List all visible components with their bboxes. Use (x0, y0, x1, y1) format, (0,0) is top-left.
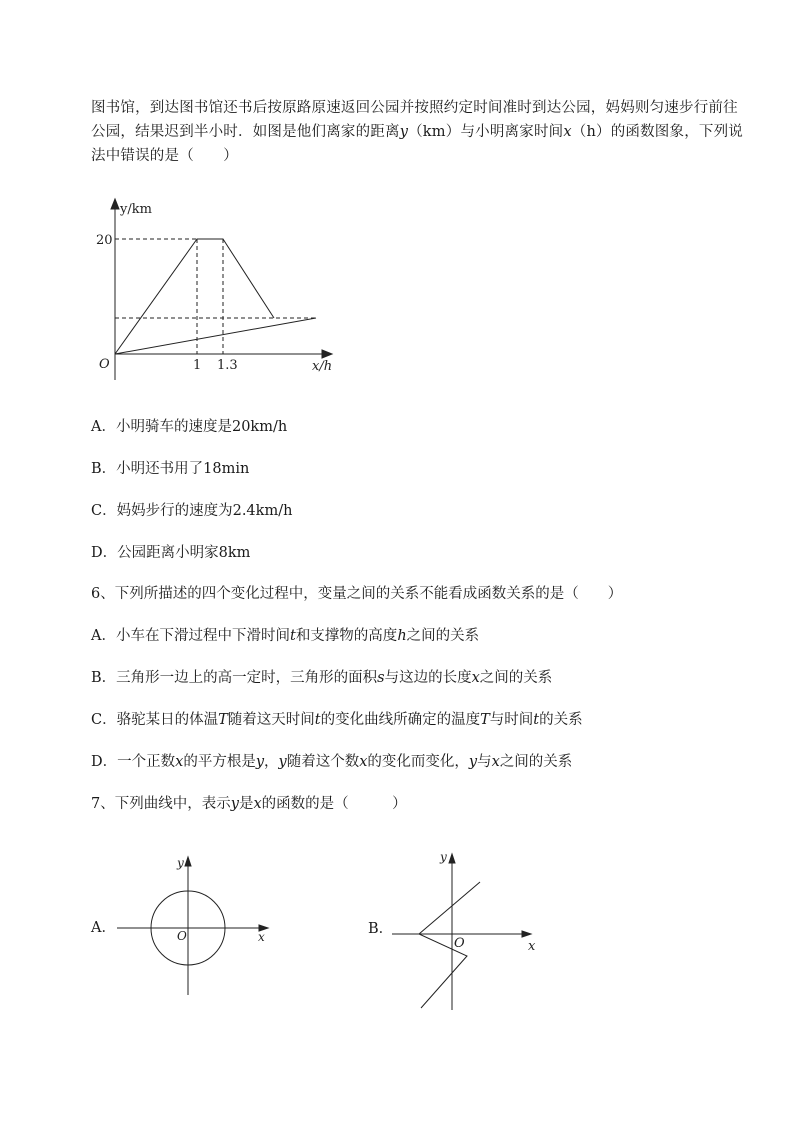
x-axis-label: x/h (312, 359, 333, 374)
q7-option-b-label: B． (368, 921, 394, 937)
intro-paragraph (91, 96, 751, 168)
x-axis-arrow (322, 350, 332, 358)
y-axis-arrow (111, 199, 119, 209)
q5-option-a: A．小明骑车的速度是20km/h (91, 419, 288, 435)
q7-graph-b-polyline (390, 845, 550, 1015)
q7b-y-label: y (440, 850, 447, 864)
q7b-x-label: x (528, 939, 536, 954)
intro-line-2: 公园，结果迟到半小时．如图是他们离家的距离y（km）与小明离家时间x（h）的函数图象，下列说 (91, 124, 743, 140)
q5-option-d: D．公园距离小明家8km (91, 545, 251, 561)
q7a-origin: O (177, 929, 187, 943)
q5-option-c: C．妈妈步行的速度为2.4km/h (91, 503, 293, 519)
q7b-origin: O (454, 936, 465, 951)
y-axis-label: y/km (120, 202, 152, 217)
intro-line-1: 图书馆，到达图书馆还书后按原路原速返回公园并按照约定时间准时到达公园，妈妈则匀速步行前往 (91, 100, 738, 116)
origin-label: O (99, 357, 110, 372)
q7-option-a-label: A． (91, 920, 116, 936)
x-tick-1-3: 1.3 (217, 358, 238, 373)
q6-option-a: A．小车在下滑过程中下滑时间t和支撑物的高度h之间的关系 (91, 628, 480, 644)
xiaoming-line (115, 239, 274, 354)
polyline-curve (419, 882, 480, 1008)
q6-option-b: B．三角形一边上的高一定时，三角形的面积s与这边的长度x之间的关系 (91, 670, 553, 686)
y-tick-20: 20 (96, 233, 113, 248)
q7-graph-a-circle (115, 850, 275, 1000)
q7a-y-label: y (177, 856, 184, 870)
mom-line (115, 318, 316, 354)
q7a-x-label: x (258, 930, 265, 944)
intro-line-3: 法中错误的是（ ） (91, 148, 238, 164)
distance-time-graph (90, 195, 350, 380)
q6-option-c: C．骆驼某日的体温T随着这天时间t的变化曲线所确定的温度T与时间t的关系 (91, 712, 583, 728)
q6-option-d: D．一个正数x的平方根是y，y随着这个数x的变化而变化，y与x之间的关系 (91, 754, 573, 770)
q5-option-b: B．小明还书用了18min (91, 461, 250, 477)
x-tick-1: 1 (193, 358, 202, 373)
q6-stem: 6、下列所描述的四个变化过程中，变量之间的关系不能看成函数关系的是（ ） (91, 586, 623, 602)
q7-stem: 7、下列曲线中，表示y是x的函数的是（ ） (91, 796, 407, 812)
